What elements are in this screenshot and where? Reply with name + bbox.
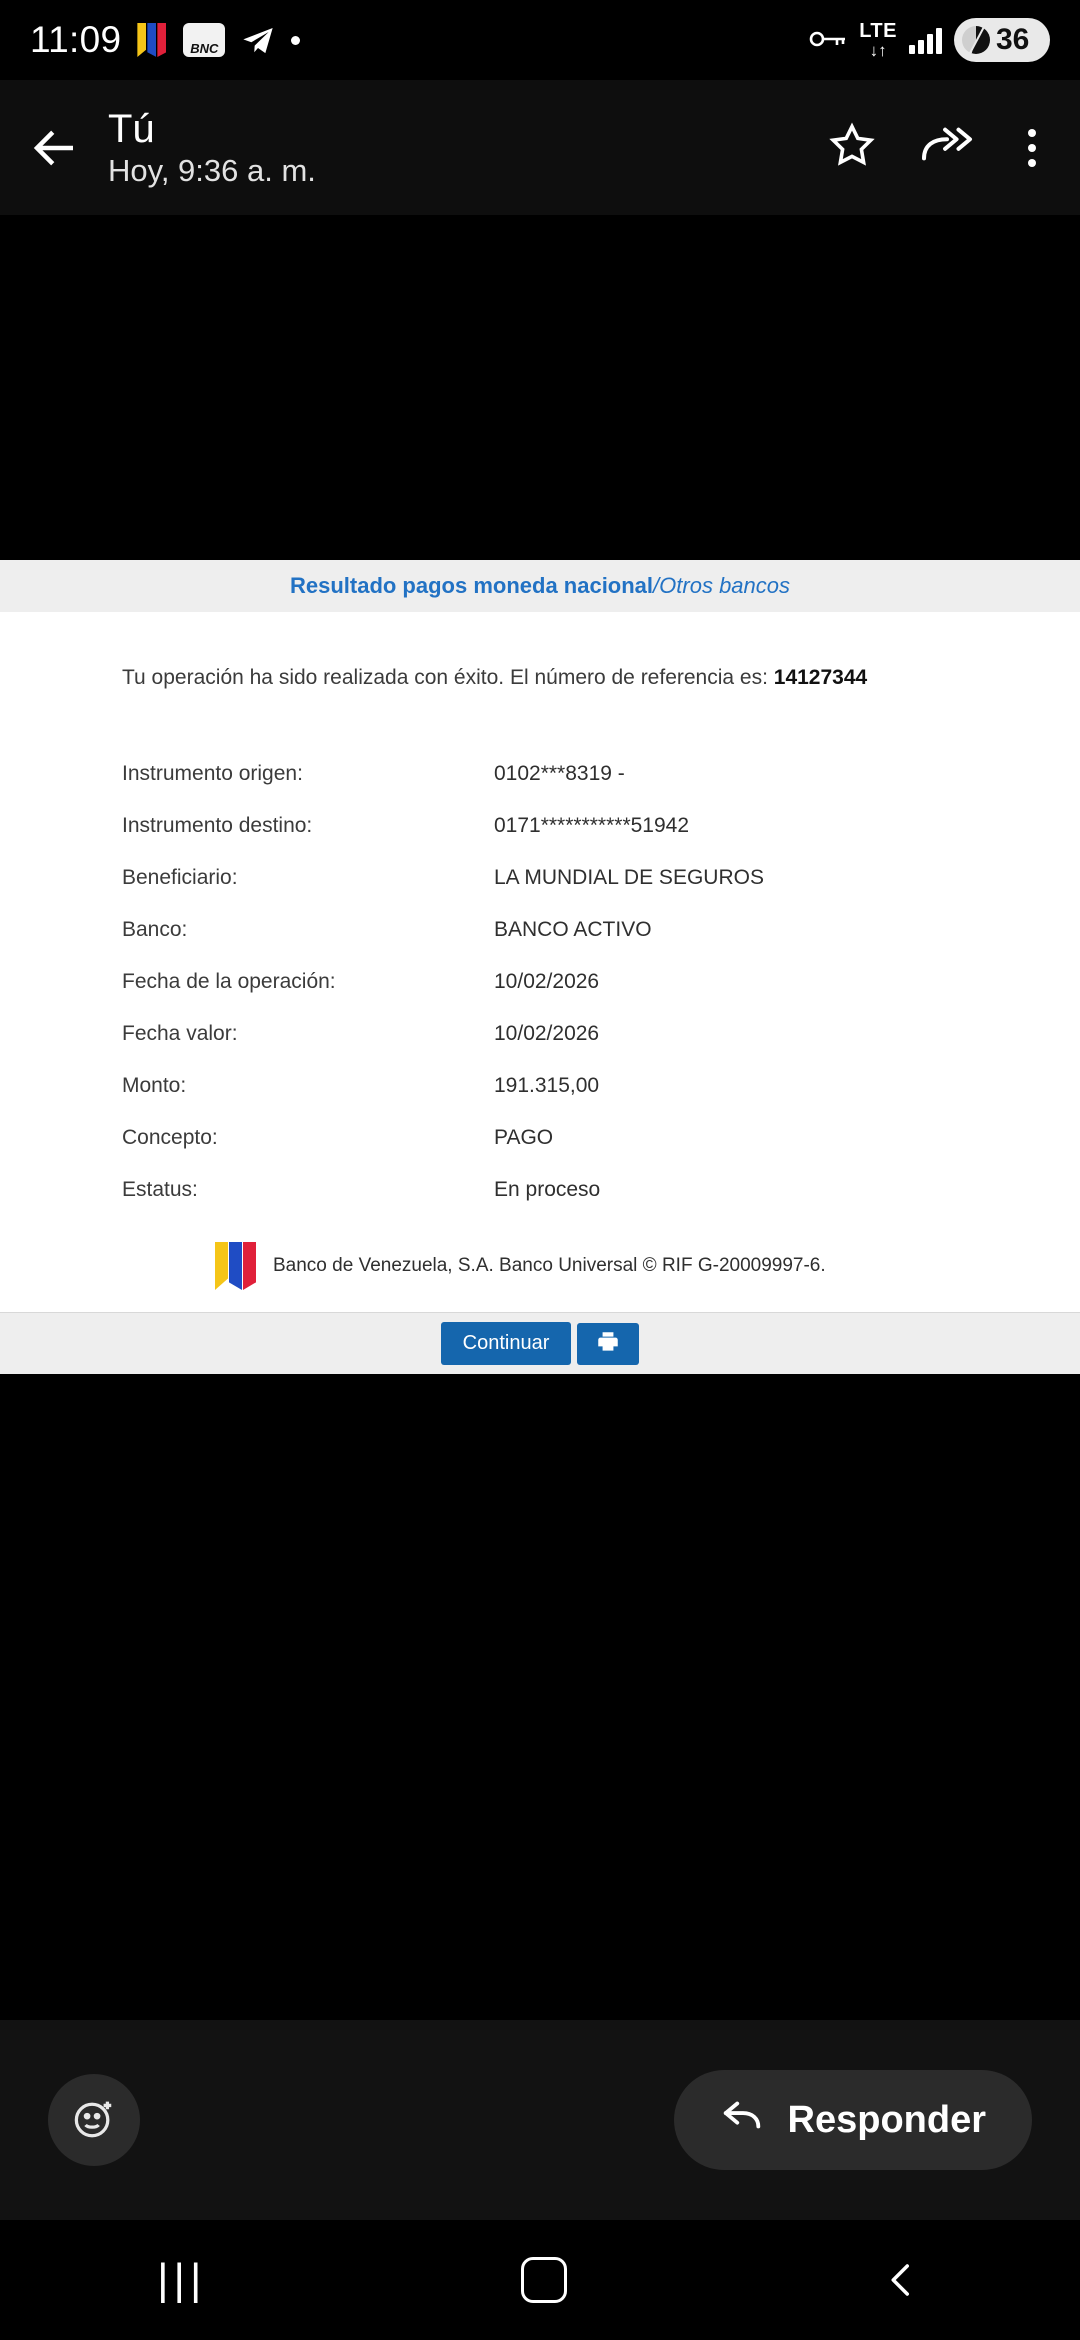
conversation-timestamp: Hoy, 9:36 a. m. — [108, 153, 316, 188]
receipt-row — [122, 1008, 1080, 1060]
emoji-add-icon[interactable] — [48, 2074, 140, 2166]
receipt-row — [122, 852, 1080, 904]
reply-button[interactable] — [674, 2070, 1032, 2170]
field-value: 0102***8319 - — [494, 762, 625, 785]
receipt-fields — [0, 748, 1080, 1216]
field-value: En proceso — [494, 1178, 601, 1201]
receipt-row — [122, 956, 1080, 1008]
field-label: Monto: — [122, 1074, 187, 1097]
reference-number: 14127344 — [773, 666, 868, 689]
bank-receipt — [0, 560, 1080, 1374]
dot-icon — [291, 36, 300, 45]
field-label: Banco: — [122, 918, 188, 941]
field-value: 191.315,00 — [494, 1074, 600, 1097]
receipt-row — [122, 904, 1080, 956]
system-navigation-bar — [0, 2220, 1080, 2340]
battery-percent: 36 — [996, 23, 1030, 56]
continue-button[interactable]: Continuar — [441, 1322, 572, 1365]
recents-button[interactable]: ||| — [157, 2255, 207, 2304]
battery-icon — [962, 26, 990, 54]
field-label: Instrumento origen: — [122, 762, 303, 785]
banco-venezuela-logo-icon — [215, 1242, 257, 1290]
reply-arrow-icon — [720, 2092, 766, 2148]
field-label: Concepto: — [122, 1126, 218, 1149]
print-button[interactable] — [577, 1323, 639, 1365]
reply-button-label: Responder — [787, 2098, 986, 2141]
star-icon[interactable] — [828, 121, 876, 174]
field-label: Beneficiario: — [122, 866, 238, 889]
conversation-titles[interactable] — [108, 109, 802, 186]
receipt-row — [122, 748, 1080, 800]
conversation-header — [0, 80, 1080, 215]
breadcrumb-separator: / — [653, 573, 660, 598]
breadcrumb-primary: Resultado pagos moneda nacional — [289, 573, 654, 598]
status-bar-left — [30, 19, 300, 61]
status-bar — [0, 0, 1080, 80]
success-text: Tu operación ha sido realizada con éxito. El número de referencia es: — [122, 666, 774, 689]
bnc-app-icon: BNC — [183, 23, 225, 57]
field-value: 0171***********51942 — [494, 814, 690, 837]
success-message — [0, 652, 1080, 690]
system-back-button[interactable] — [881, 2259, 923, 2301]
field-value: PAGO — [494, 1126, 554, 1149]
receipt-row — [122, 800, 1080, 852]
receipt-breadcrumb — [0, 560, 1080, 612]
field-value: BANCO ACTIVO — [494, 918, 652, 941]
back-arrow-icon[interactable] — [28, 121, 82, 175]
field-label: Fecha valor: — [122, 1022, 238, 1045]
field-label: Estatus: — [122, 1178, 198, 1201]
field-label: Fecha de la operación: — [122, 970, 336, 993]
status-clock: 11:09 — [30, 19, 122, 60]
image-bottom-padding — [0, 1374, 1080, 2020]
home-button[interactable] — [521, 2257, 567, 2303]
receipt-body — [0, 612, 1080, 1312]
message-content-area — [0, 215, 1080, 2020]
conversation-title: Tú — [108, 107, 155, 151]
reply-bar — [0, 2020, 1080, 2220]
receipt-row — [122, 1060, 1080, 1112]
network-type-indicator: LTE ↓↑ — [859, 20, 897, 60]
vpn-key-icon — [807, 27, 847, 53]
printer-icon — [595, 1329, 621, 1358]
forward-icon[interactable] — [918, 122, 976, 173]
field-label: Instrumento destino: — [122, 814, 313, 837]
telegram-icon — [241, 24, 275, 56]
status-bar-right — [807, 18, 1050, 62]
battery-indicator — [954, 18, 1050, 62]
field-value: 10/02/2026 — [494, 1022, 600, 1045]
footer-legal-text: Banco de Venezuela, S.A. Banco Universal © RIF G-20009997-6. — [273, 1255, 826, 1276]
signal-strength-icon — [909, 26, 942, 54]
bnv-app-icon — [137, 23, 167, 57]
receipt-row — [122, 1112, 1080, 1164]
overflow-menu-icon[interactable] — [1018, 125, 1046, 171]
breadcrumb-secondary: Otros bancos — [659, 573, 791, 598]
field-value: 10/02/2026 — [494, 970, 600, 993]
receipt-row — [122, 1164, 1080, 1216]
receipt-footer — [0, 1216, 1080, 1312]
receipt-actions — [0, 1312, 1080, 1374]
field-value: LA MUNDIAL DE SEGUROS — [494, 866, 764, 889]
header-actions — [828, 121, 1046, 174]
image-top-padding — [0, 215, 1080, 560]
